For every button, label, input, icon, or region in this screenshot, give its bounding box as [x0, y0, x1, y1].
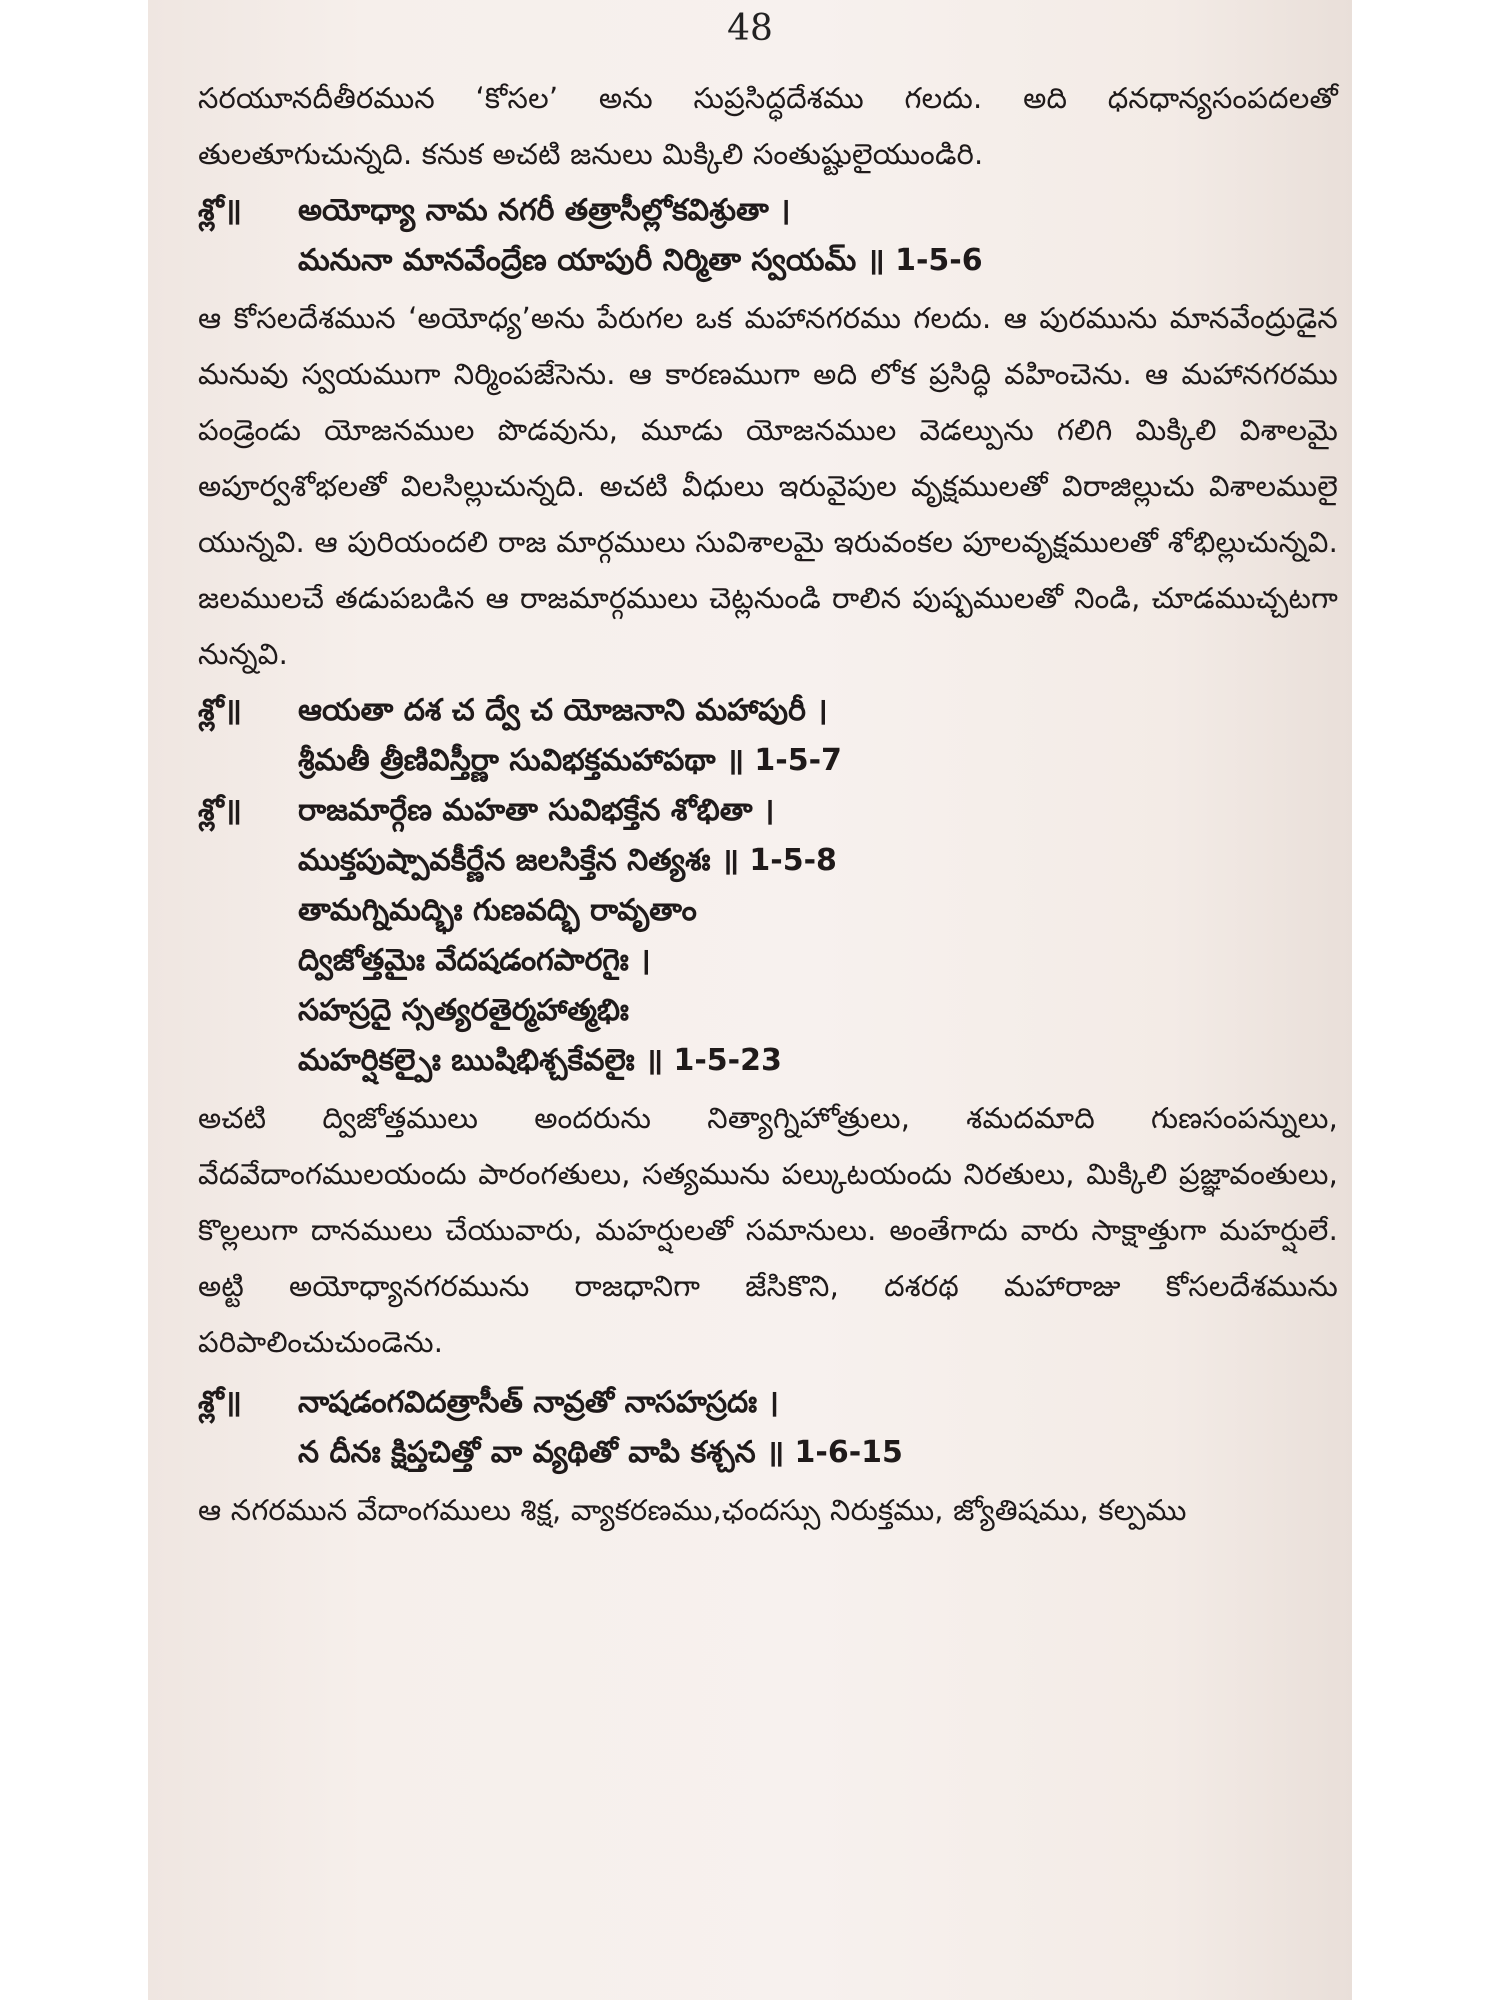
book-page: [148, 0, 1352, 2000]
verse-line: ఆయతా దశ చ ద్వే చ యోజనాని మహాపురీ ।: [298, 693, 828, 728]
verse-marker: శ్లో॥: [198, 193, 242, 228]
verse-line: శ్రీమతీ త్రీణివిస్తీర్ణా సువిభక్తమహాపథా ॥ 1-5-7: [298, 743, 842, 778]
verse-1: [198, 186, 1338, 286]
verse-line: రాజమార్గేణ మహతా సువిభక్తేన శోభితా ।: [298, 793, 775, 828]
verse-line: ద్విజోత్తమైః వేదషడంగపారగైః ।: [298, 943, 651, 978]
page-number: 48: [727, 8, 773, 49]
verse-line: న దీనః క్షిప్తచిత్తో వా వ్యథితో వాపి కశ్చన ॥ 1-6-15: [298, 1435, 903, 1470]
verse-line: ముక్తపుష్పావకీర్ణేన జలసిక్తేన నిత్యశః ॥ 1-5-8: [298, 843, 837, 878]
verse-3: [198, 786, 1338, 1086]
right-margin: [1352, 0, 1500, 2000]
paragraph-4: ఆ నగరమున వేదాంగములు శిక్ష, వ్యాకరణము,ఛందస్సు నిరుక్తము, జ్యోతిషము, కల్పము: [198, 1493, 1187, 1527]
verse-line: నాషడంగవిదత్రాసీత్ నావ్రతో నాసహస్రదః ।: [298, 1385, 779, 1420]
verse-marker: శ్లో॥: [198, 693, 242, 728]
verse-line: మహర్షికల్పైః ఋషిభిశ్చకేవలైః ॥ 1-5-23: [298, 1043, 782, 1078]
paragraph-2: ఆ కోసలదేశమున ‘అయోధ్య’అను పేరుగల ఒక మహానగరము గలదు. ఆ పురమును మానవేంద్రుడైన మనువు స్వయముగా నిర్మింపజేసెను. ఆ కారణముగా అది లోక ప్రసిద్ధి వహించెను. ఆ మహానగరము పండ్రెండు యోజనముల పొడవును, మూడు యోజనముల వెడల్పును గలిగి మిక్కిలి విశాలమై అపూర్వశోభలతో విలసిల్లుచున్నది. అచటి వీధులు ఇరువైపుల వృక్షములతో విరాజిల్లుచు విశాలములై యున్నవి. ఆ పురియందలి రాజ మార్గములు సువిశాలమై ఇరువంకల పూలవృక్షములతో శోభిల్లుచున్నవి. జలములచే తడుపబడిన ఆ రాజమార్గములు చెట్లనుండి రాలిన పుష్పములతో నిండి, చూడముచ్చటగా నున్నవి.: [198, 301, 1338, 671]
verse-2: [198, 686, 1338, 786]
verse-marker: శ్లో॥: [198, 1385, 242, 1420]
verse-line: సహస్రదై స్సత్యరతైర్మహాత్మభిః: [298, 993, 629, 1028]
left-margin: [0, 0, 148, 2000]
paragraph-3: అచటి ద్విజోత్తములు అందరును నిత్యాగ్నిహోత్రులు, శమదమాది గుణసంపన్నులు, వేదవేదాంగములయందు పారంగతులు, సత్యమును పల్కుటయందు నిరతులు, మిక్కిలి ప్రజ్ఞావంతులు, కొల్లలుగా దానములు చేయువారు, మహర్షులతో సమానులు. అంతేగాదు వారు సాక్షాత్తుగా మహర్షులే. అట్టి అయోధ్యానగరమును రాజధానిగా జేసికొని, దశరథ మహారాజు కోసలదేశమును పరిపాలించుచుండెను.: [198, 1101, 1338, 1359]
verse-line: మనునా మానవేంద్రేణ యాపురీ నిర్మితా స్వయమ్ ॥ 1-5-6: [298, 243, 983, 278]
verse-line: తామగ్నిమద్భిః గుణవద్భి రావృతాం: [298, 893, 697, 928]
paragraph-1: సరయూనదీతీరమున ‘కోసల’ అను సుప్రసిద్ధదేశము గలదు. అది ధనధాన్యసంపదలతో తులతూగుచున్నది. కనుక అచటి జనులు మిక్కిలి సంతుష్టులైయుండిరి.: [198, 81, 1338, 171]
verse-4: [198, 1378, 1338, 1478]
verse-marker: శ్లో॥: [198, 793, 242, 828]
page-body: [198, 70, 1338, 1538]
verse-line: అయోధ్యా నామ నగరీ తత్రాసీల్లోకవిశ్రుతా ।: [298, 193, 791, 228]
